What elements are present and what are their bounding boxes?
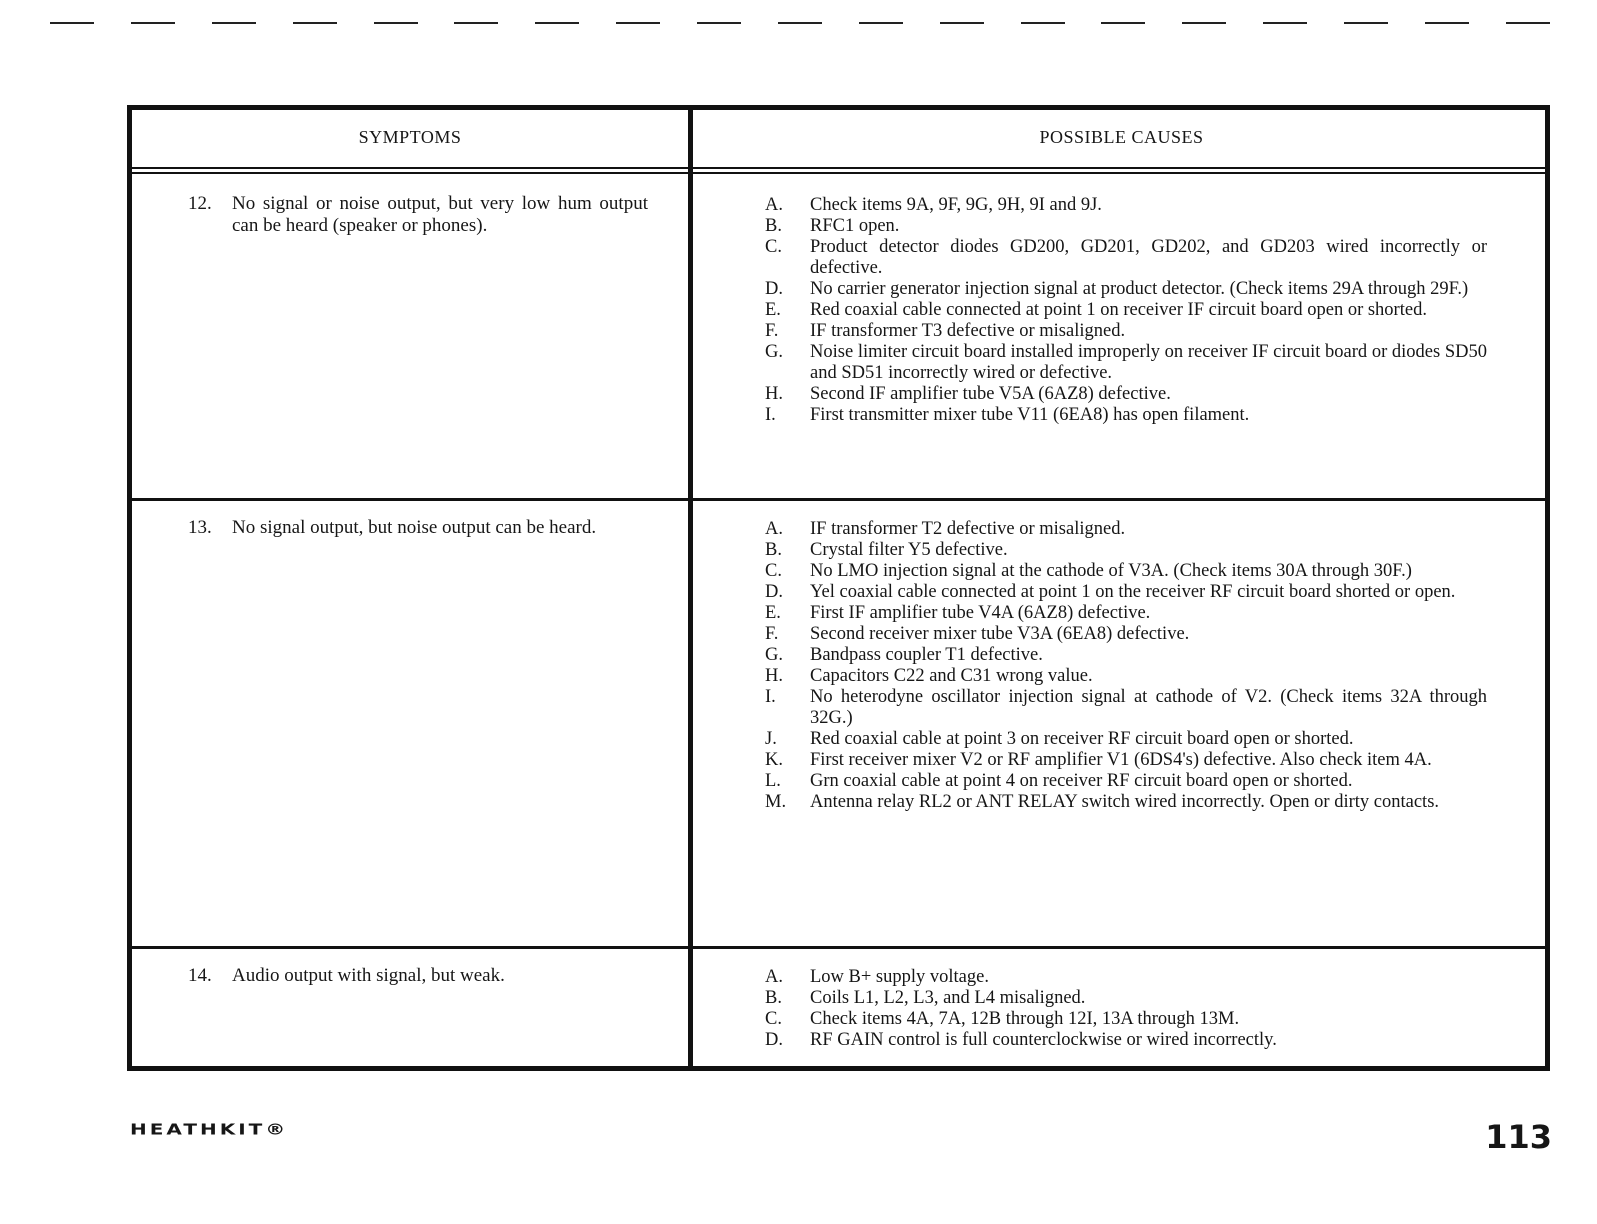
- header-rule: [132, 167, 1545, 174]
- cause-item: C. Product detector diodes GD200, GD201, GD202, and GD203 wired incorrectly or defective.: [765, 237, 1487, 278]
- cause-item: E. First IF amplifier tube V4A (6AZ8) defective.: [765, 603, 1151, 623]
- cause-item: I. No heterodyne oscillator injection signal at cathode of V2. (Check items 32A through 32G.): [765, 687, 1487, 728]
- symptoms-header: SYMPTOMS: [358, 127, 462, 147]
- cause-item: C. Check items 4A, 7A, 12B through 12I, 13A through 13M.: [765, 1009, 1240, 1029]
- symptom-number: 14.: [188, 965, 212, 986]
- symptom-14: [188, 965, 648, 987]
- column-divider: [688, 110, 693, 1066]
- cause-item: D. Yel coaxial cable connected at point 1 on the receiver RF circuit board shorted or open.: [765, 582, 1456, 602]
- cause-item: F. IF transformer T3 defective or misaligned.: [765, 321, 1126, 341]
- causes-list-13: [765, 519, 1487, 813]
- causes-list-14: [765, 967, 1487, 1051]
- cause-item: E. Red coaxial cable connected at point 1 on receiver IF circuit board open or shorted.: [765, 300, 1427, 320]
- brand-logo: HEATHKIT®: [130, 1120, 289, 1138]
- cause-item: G. Noise limiter circuit board installed improperly on receiver IF circuit board or diodes SD50 and SD51 incorrectly wired or defective.: [765, 342, 1487, 383]
- cause-item: B. Coils L1, L2, L3, and L4 misaligned.: [765, 988, 1086, 1008]
- cause-item: A. IF transformer T2 defective or misaligned.: [765, 519, 1126, 539]
- cause-item: L. Grn coaxial cable at point 4 on receiver RF circuit board open or shorted.: [765, 771, 1353, 791]
- cause-item: H. Capacitors C22 and C31 wrong value.: [765, 666, 1093, 686]
- cause-item: I. First transmitter mixer tube V11 (6EA8) has open filament.: [765, 405, 1250, 425]
- cause-item: G. Bandpass coupler T1 defective.: [765, 645, 1043, 665]
- possible-causes-header: POSSIBLE CAUSES: [1039, 127, 1204, 147]
- row-divider: [132, 946, 1545, 949]
- cause-item: K. First receiver mixer V2 or RF amplifier V1 (6DS4's) defective. Also check item 4A.: [765, 750, 1432, 770]
- page-number: 113: [1485, 1118, 1552, 1156]
- row-divider: [132, 498, 1545, 501]
- cause-item: A. Low B+ supply voltage.: [765, 967, 989, 987]
- symptom-12: [188, 193, 648, 236]
- cause-item: D. No carrier generator injection signal at product detector. (Check items 29A through 29F.): [765, 279, 1469, 299]
- cause-item: J. Red coaxial cable at point 3 on receiver RF circuit board open or shorted.: [765, 729, 1354, 749]
- cause-item: M. Antenna relay RL2 or ANT RELAY switch wired incorrectly. Open or dirty contacts.: [765, 792, 1440, 812]
- cause-item: F. Second receiver mixer tube V3A (6EA8) defective.: [765, 624, 1190, 644]
- cause-item: H. Second IF amplifier tube V5A (6AZ8) defective.: [765, 384, 1171, 404]
- symptom-number: 13.: [188, 517, 212, 538]
- symptom-text: No signal or noise output, but very low hum output can be heard (speaker or phones).: [232, 193, 648, 236]
- cause-item: B. RFC1 open.: [765, 216, 900, 236]
- causes-list-12: [765, 195, 1487, 426]
- symptom-13: [188, 517, 648, 539]
- cause-item: B. Crystal filter Y5 defective.: [765, 540, 1008, 560]
- symptom-text: No signal output, but noise output can be heard.: [232, 517, 597, 538]
- cause-item: A. Check items 9A, 9F, 9G, 9H, 9I and 9J.: [765, 195, 1102, 215]
- troubleshooting-table: [127, 105, 1550, 1071]
- symptom-text: Audio output with signal, but weak.: [232, 965, 505, 986]
- symptom-number: 12.: [188, 193, 212, 214]
- cause-item: C. No LMO injection signal at the cathode of V3A. (Check items 30A through 30F.): [765, 561, 1412, 581]
- cause-item: D. RF GAIN control is full counterclockwise or wired incorrectly.: [765, 1030, 1277, 1050]
- top-dash-rule: [50, 22, 1550, 28]
